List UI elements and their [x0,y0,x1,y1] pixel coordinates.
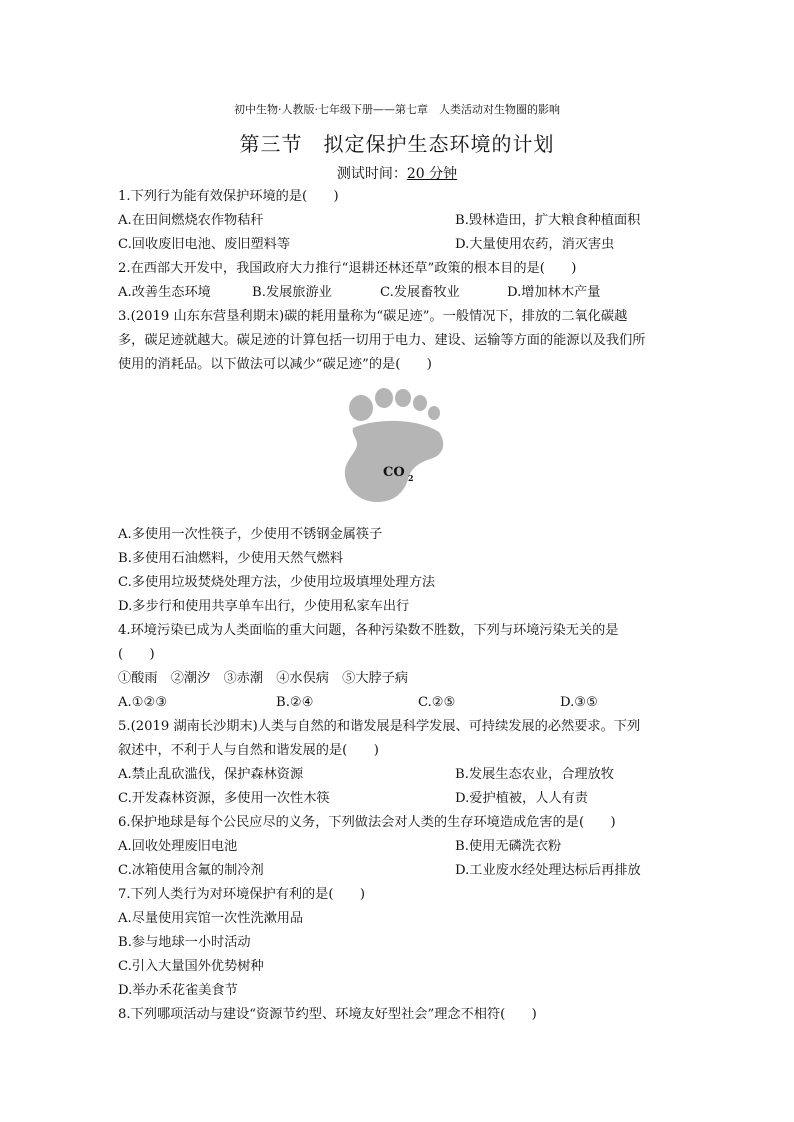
q4-option-b: B.②④ [276,695,314,710]
q4-option-c: C.②⑤ [418,695,456,710]
q3-option-b: B.多使用石油燃料，少使用天然气燃料 [118,551,343,566]
q3-option-a: A.多使用一次性筷子，少使用不锈钢金属筷子 [118,527,383,542]
q8-stem: 8.下列哪项活动与建设“资源节约型、环境友好型社会”理念不相符( ) [118,1007,537,1022]
q7-option-c: C.引入大量国外优势树种 [118,959,264,974]
q2-option-c: C.发展畜牧业 [380,285,460,300]
footprint-big-toe [349,395,373,421]
q5-option-b: B.发展生态农业，合理放牧 [455,767,614,782]
footprint-toe-4 [413,395,427,411]
q4-stem-line2: ( ) [118,647,155,662]
q6-option-c: C.冰箱使用含氟的制冷剂 [118,863,264,878]
q3-option-c: C.多使用垃圾焚烧处理方法，少使用垃圾填埋处理方法 [118,575,436,590]
page-title: 第三节 拟定保护生态环境的计划 [239,132,555,156]
footprint-sole [345,421,443,502]
q1-option-a: A.在田间燃烧农作物秸秆 [118,213,264,228]
q7-option-b: B.参与地球一小时活动 [118,935,251,950]
q4-option-a: A.①②③ [118,695,168,710]
q6-option-a: A.回收处理废旧电池 [118,839,238,854]
test-time [0,163,794,183]
q6-option-d: D.工业废水经处理达标后再排放 [455,863,641,878]
q7-option-d: D.举办禾花雀美食节 [118,983,238,998]
q2-option-d: D.增加林木产量 [507,285,601,300]
q5-option-a: A.禁止乱砍滥伐，保护森林资源 [118,767,304,782]
q7-stem: 7.下列人类行为对环境保护有利的是( ) [118,887,366,902]
test-time-value: 20 分钟 [406,166,458,182]
co2-label: CO [383,465,405,480]
q4-stem-line1: 4.环境污染已成为人类面临的重大问题，各种污染数不胜数，下列与环境污染无关的是 [118,623,619,638]
q2-stem: 2.在西部大开发中，我国政府大力推行“退耕还林还草”政策的根本目的是( ) [118,261,577,276]
q5-option-c: C.开发森林资源，多使用一次性木筷 [118,791,330,806]
q5-stem-line2: 叙述中，不利于人与自然和谐发展的是( ) [118,743,379,758]
q3-option-d: D.多步行和使用共享单车出行，少使用私家车出行 [118,599,410,614]
q3-stem-line3: 使用的消耗品。以下做法可以减少“碳足迹”的是( ) [118,357,432,372]
footprint-toe-5 [428,406,440,420]
q1-option-d: D.大量使用农药，消灭害虫 [455,237,615,252]
q5-stem-line1: 5.(2019 湖南长沙期末)人类与自然的和谐发展是科学发展、可持续发展的必然要求。下列 [118,719,641,734]
q4-items: ①酸雨 ②潮汐 ③赤潮 ④水俣病 ⑤大脖子病 [118,671,409,686]
q6-stem: 6.保护地球是每个公民应尽的义务，下列做法会对人类的生存环境造成危害的是( ) [118,815,616,830]
q4-option-d: D.③⑤ [560,695,598,710]
q6-option-b: B.使用无磷洗衣粉 [455,839,562,854]
q1-option-c: C.回收废旧电池、废旧塑料等 [118,237,291,252]
test-time-label: 测试时间： [336,166,407,182]
running-header: 初中生物·人教版·七年级下册——第七章 人类活动对生物圈的影响 [234,103,560,116]
q7-option-a: A.尽量使用宾馆一次性洗漱用品 [118,911,304,926]
footprint-toe-3 [395,389,411,407]
co2-subscript: 2 [408,473,414,483]
q2-option-a: A.改善生态环境 [118,285,211,300]
q1-option-b: B.毁林造田，扩大粮食种植面积 [455,213,641,228]
q3-stem-line2: 多，碳足迹就越大。碳足迹的计算包括一切用于电力、建设、运输等方面的能源以及我们所 [118,333,646,348]
q1-stem: 1.下列行为能有效保护环境的是( ) [118,189,339,204]
q2-option-b: B.发展旅游业 [252,285,332,300]
footprint-toe-2 [375,388,393,408]
carbon-footprint-icon [335,384,455,504]
q3-stem-line1: 3.(2019 山东东营垦利期末)碳的耗用量称为“碳足迹”。一般情况下，排放的二氧化碳越 [118,309,628,324]
q5-option-d: D.爱护植被，人人有责 [455,791,588,806]
